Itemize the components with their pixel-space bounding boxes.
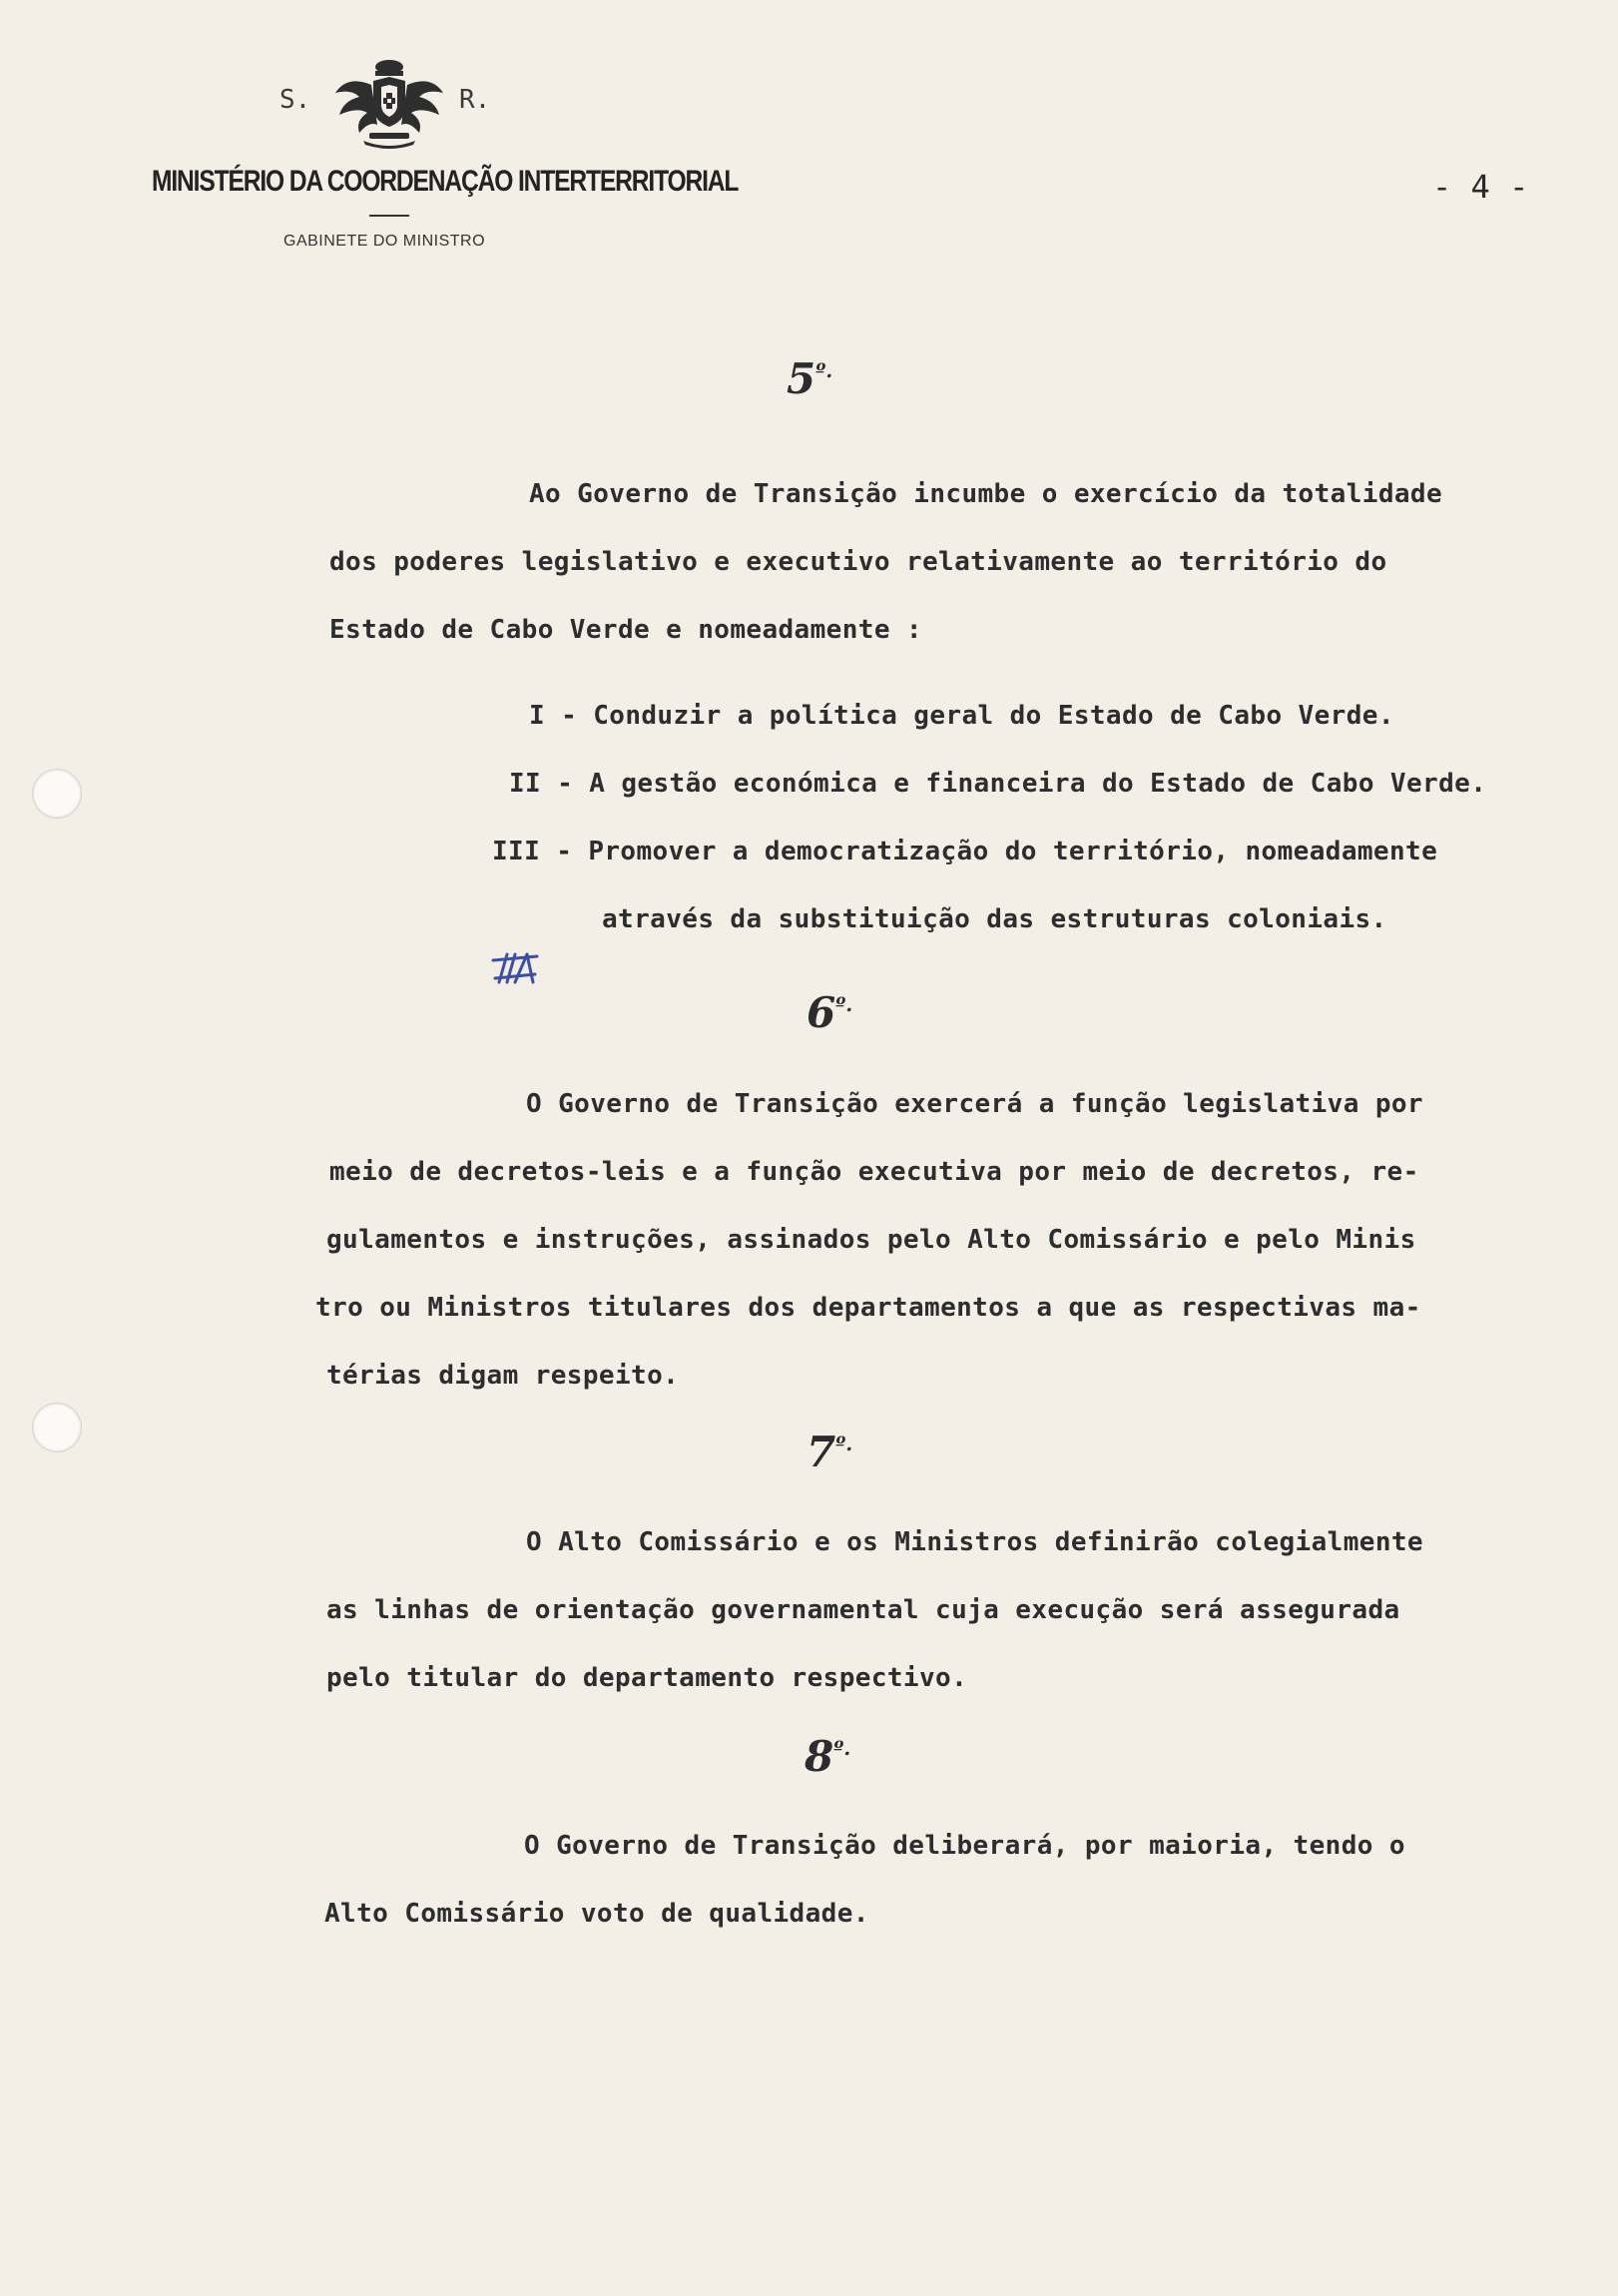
letterhead-left-mark: S. (279, 85, 311, 115)
page-number: - 4 - (1432, 168, 1529, 206)
section-number: $6^{º.}$ (807, 988, 853, 1037)
section-text-line: meio de decretos-leis e a função executiva por meio de decretos, re- (329, 1157, 1419, 1187)
section-text-line: as linhas de orientação governamental cuja execução será assegurada (326, 1595, 1400, 1625)
section-text-line: térias digam respeito. (326, 1361, 680, 1391)
letterhead-divider (369, 215, 409, 217)
cabinet-name: GABINETE DO MINISTRO (283, 233, 486, 250)
section-text-line: dos poderes legislativo e executivo relativamente ao território do (329, 547, 1387, 577)
section-text-line: gulamentos e instruções, assinados pelo Alto Comissário e pelo Minis (326, 1225, 1416, 1255)
coat-of-arms-emblem (329, 55, 449, 150)
section-text-line: O Alto Comissário e os Ministros definirão colegialmente (526, 1527, 1423, 1557)
section-number: $7^{º.}$ (807, 1428, 853, 1476)
section-text-line: Ao Governo de Transição incumbe o exercício da totalidade (529, 479, 1443, 509)
section-text-line: O Governo de Transição deliberará, por maioria, tendo o (524, 1831, 1405, 1861)
list-item: I - Conduzir a política geral do Estado de Cabo Verde. (529, 701, 1394, 731)
section-number: $5^{º.}$ (787, 354, 833, 403)
list-item-continuation: através da substituição das estruturas coloniais. (602, 904, 1387, 934)
ministry-name: MINISTÉRIO DA COORDENAÇÃO INTERTERRITORIAL (152, 165, 739, 198)
section-text-line: tro ou Ministros titulares dos departamentos a que as respectivas ma- (315, 1293, 1421, 1323)
punch-hole (32, 1403, 82, 1452)
section-text-line: Alto Comissário voto de qualidade. (324, 1899, 869, 1929)
list-item: III - Promover a democratização do território, nomeadamente (492, 837, 1438, 866)
section-text-line: Estado de Cabo Verde e nomeadamente : (329, 615, 922, 645)
handwritten-ink-mark (489, 948, 541, 988)
punch-hole (32, 769, 82, 819)
section-text-line: O Governo de Transição exercerá a função legislativa por (526, 1089, 1423, 1119)
list-item: II - A gestão económica e financeira do Estado de Cabo Verde. (509, 769, 1487, 799)
letterhead-right-mark: R. (459, 85, 491, 115)
section-number: $8^{º.}$ (805, 1732, 851, 1781)
section-text-line: pelo titular do departamento respectivo. (326, 1663, 968, 1693)
